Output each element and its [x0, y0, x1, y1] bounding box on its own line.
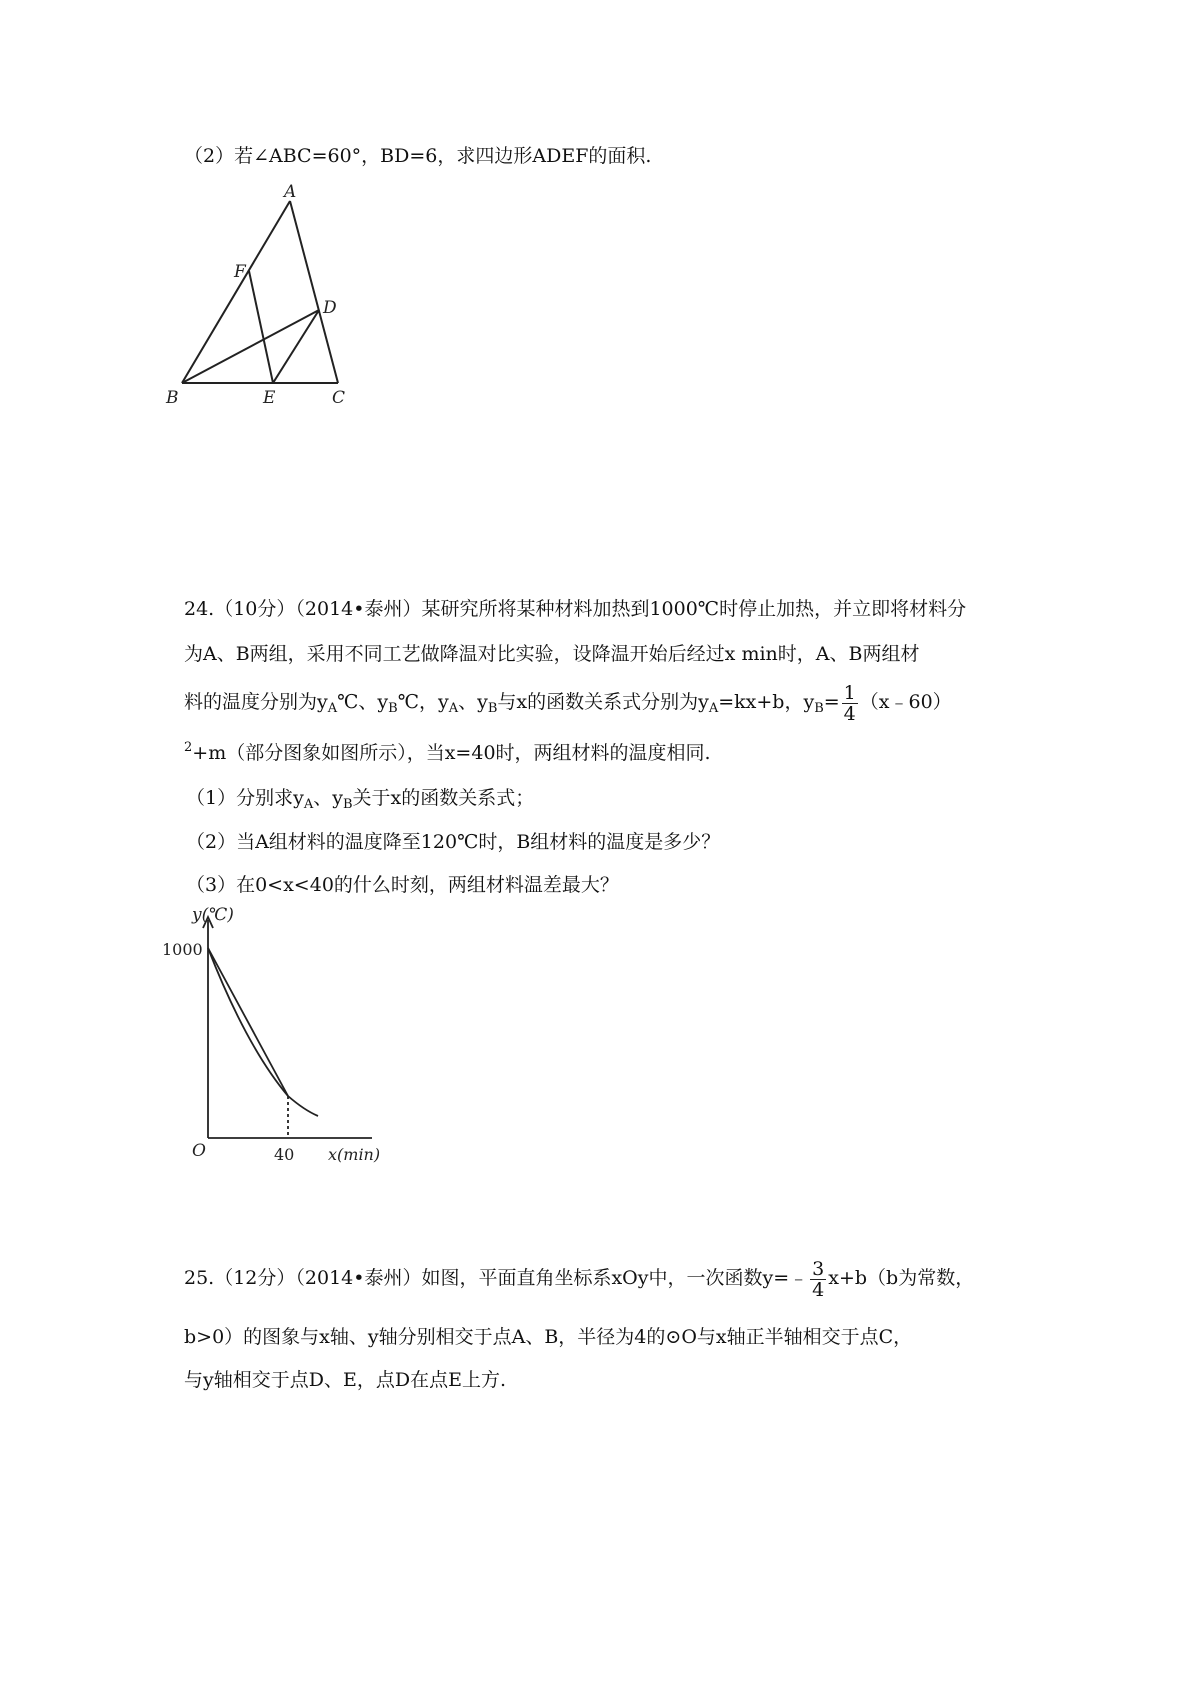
line-ya: [208, 948, 288, 1096]
label-f: F: [234, 262, 246, 282]
fraction-three-quarters: $\frac{3}{4}$: [812, 1257, 825, 1301]
label-d: D: [323, 298, 337, 318]
y-axis-label: y(℃): [192, 905, 234, 925]
q25-line3: 与y轴相交于点D、E，点D在点E上方.: [184, 1369, 506, 1391]
figure-temperature-graph: [160, 900, 400, 1170]
tick-40: 40: [274, 1145, 295, 1164]
fraction-one-quarter: $\frac{1}{4}$: [843, 681, 856, 725]
tick-1000: 1000: [162, 940, 203, 959]
q24-part2: （2）当A组材料的温度降至120℃时，B组材料的温度是多少？: [186, 831, 721, 853]
q25-line1: 25.（12分）（2014•泰州）如图，平面直角坐标系xOy中，一次函数y=﹣ $\frac{3}{4}$ x+b（b为常数，: [184, 1257, 975, 1301]
segment-fe: [249, 271, 273, 383]
q24-part3: （3）在0<x<40的什么时刻，两组材料温差最大？: [186, 874, 619, 896]
q24-line4: $^2$+m（部分图象如图所示），当x=40时，两组材料的温度相同.: [184, 740, 711, 764]
figure-triangle: [160, 180, 380, 410]
q24-line1: 24.（10分）（2014•泰州）某研究所将某种材料加热到1000℃时停止加热，并立即将材料分: [184, 598, 967, 620]
x-axis-label: x(min): [328, 1145, 381, 1164]
q24-line2: 为A、B两组，采用不同工艺做降温对比实验，设降温开始后经过x min时，A、B两组材: [184, 643, 920, 665]
curve-yb: [208, 948, 318, 1116]
segment-ed: [273, 310, 319, 383]
edge-ac: [290, 201, 338, 383]
q24-line3: 料的温度分别为$y_A℃$、$y_B℃$，$y_A$、$y_B$与x的函数关系式分别为$y_A=kx+b$，$y_B=$ $\frac{1}{4}$ （x﹣60）: [184, 681, 952, 725]
q23-part2: （2）若∠ABC=60°，BD=6，求四边形ADEF的面积.: [184, 145, 652, 167]
edge-ab: [182, 201, 290, 383]
label-e: E: [263, 388, 276, 408]
label-c: C: [332, 388, 346, 408]
q25-line2: b>0）的图象与x轴、y轴分别相交于点A、B，半径为4的⊙O与x轴正半轴相交于点C，: [184, 1326, 913, 1348]
label-a: A: [284, 182, 297, 202]
q24-part1: （1）分别求$y_A$、$y_B$关于x的函数关系式；: [186, 787, 535, 812]
origin-label: O: [192, 1141, 206, 1161]
label-b: B: [166, 388, 179, 408]
